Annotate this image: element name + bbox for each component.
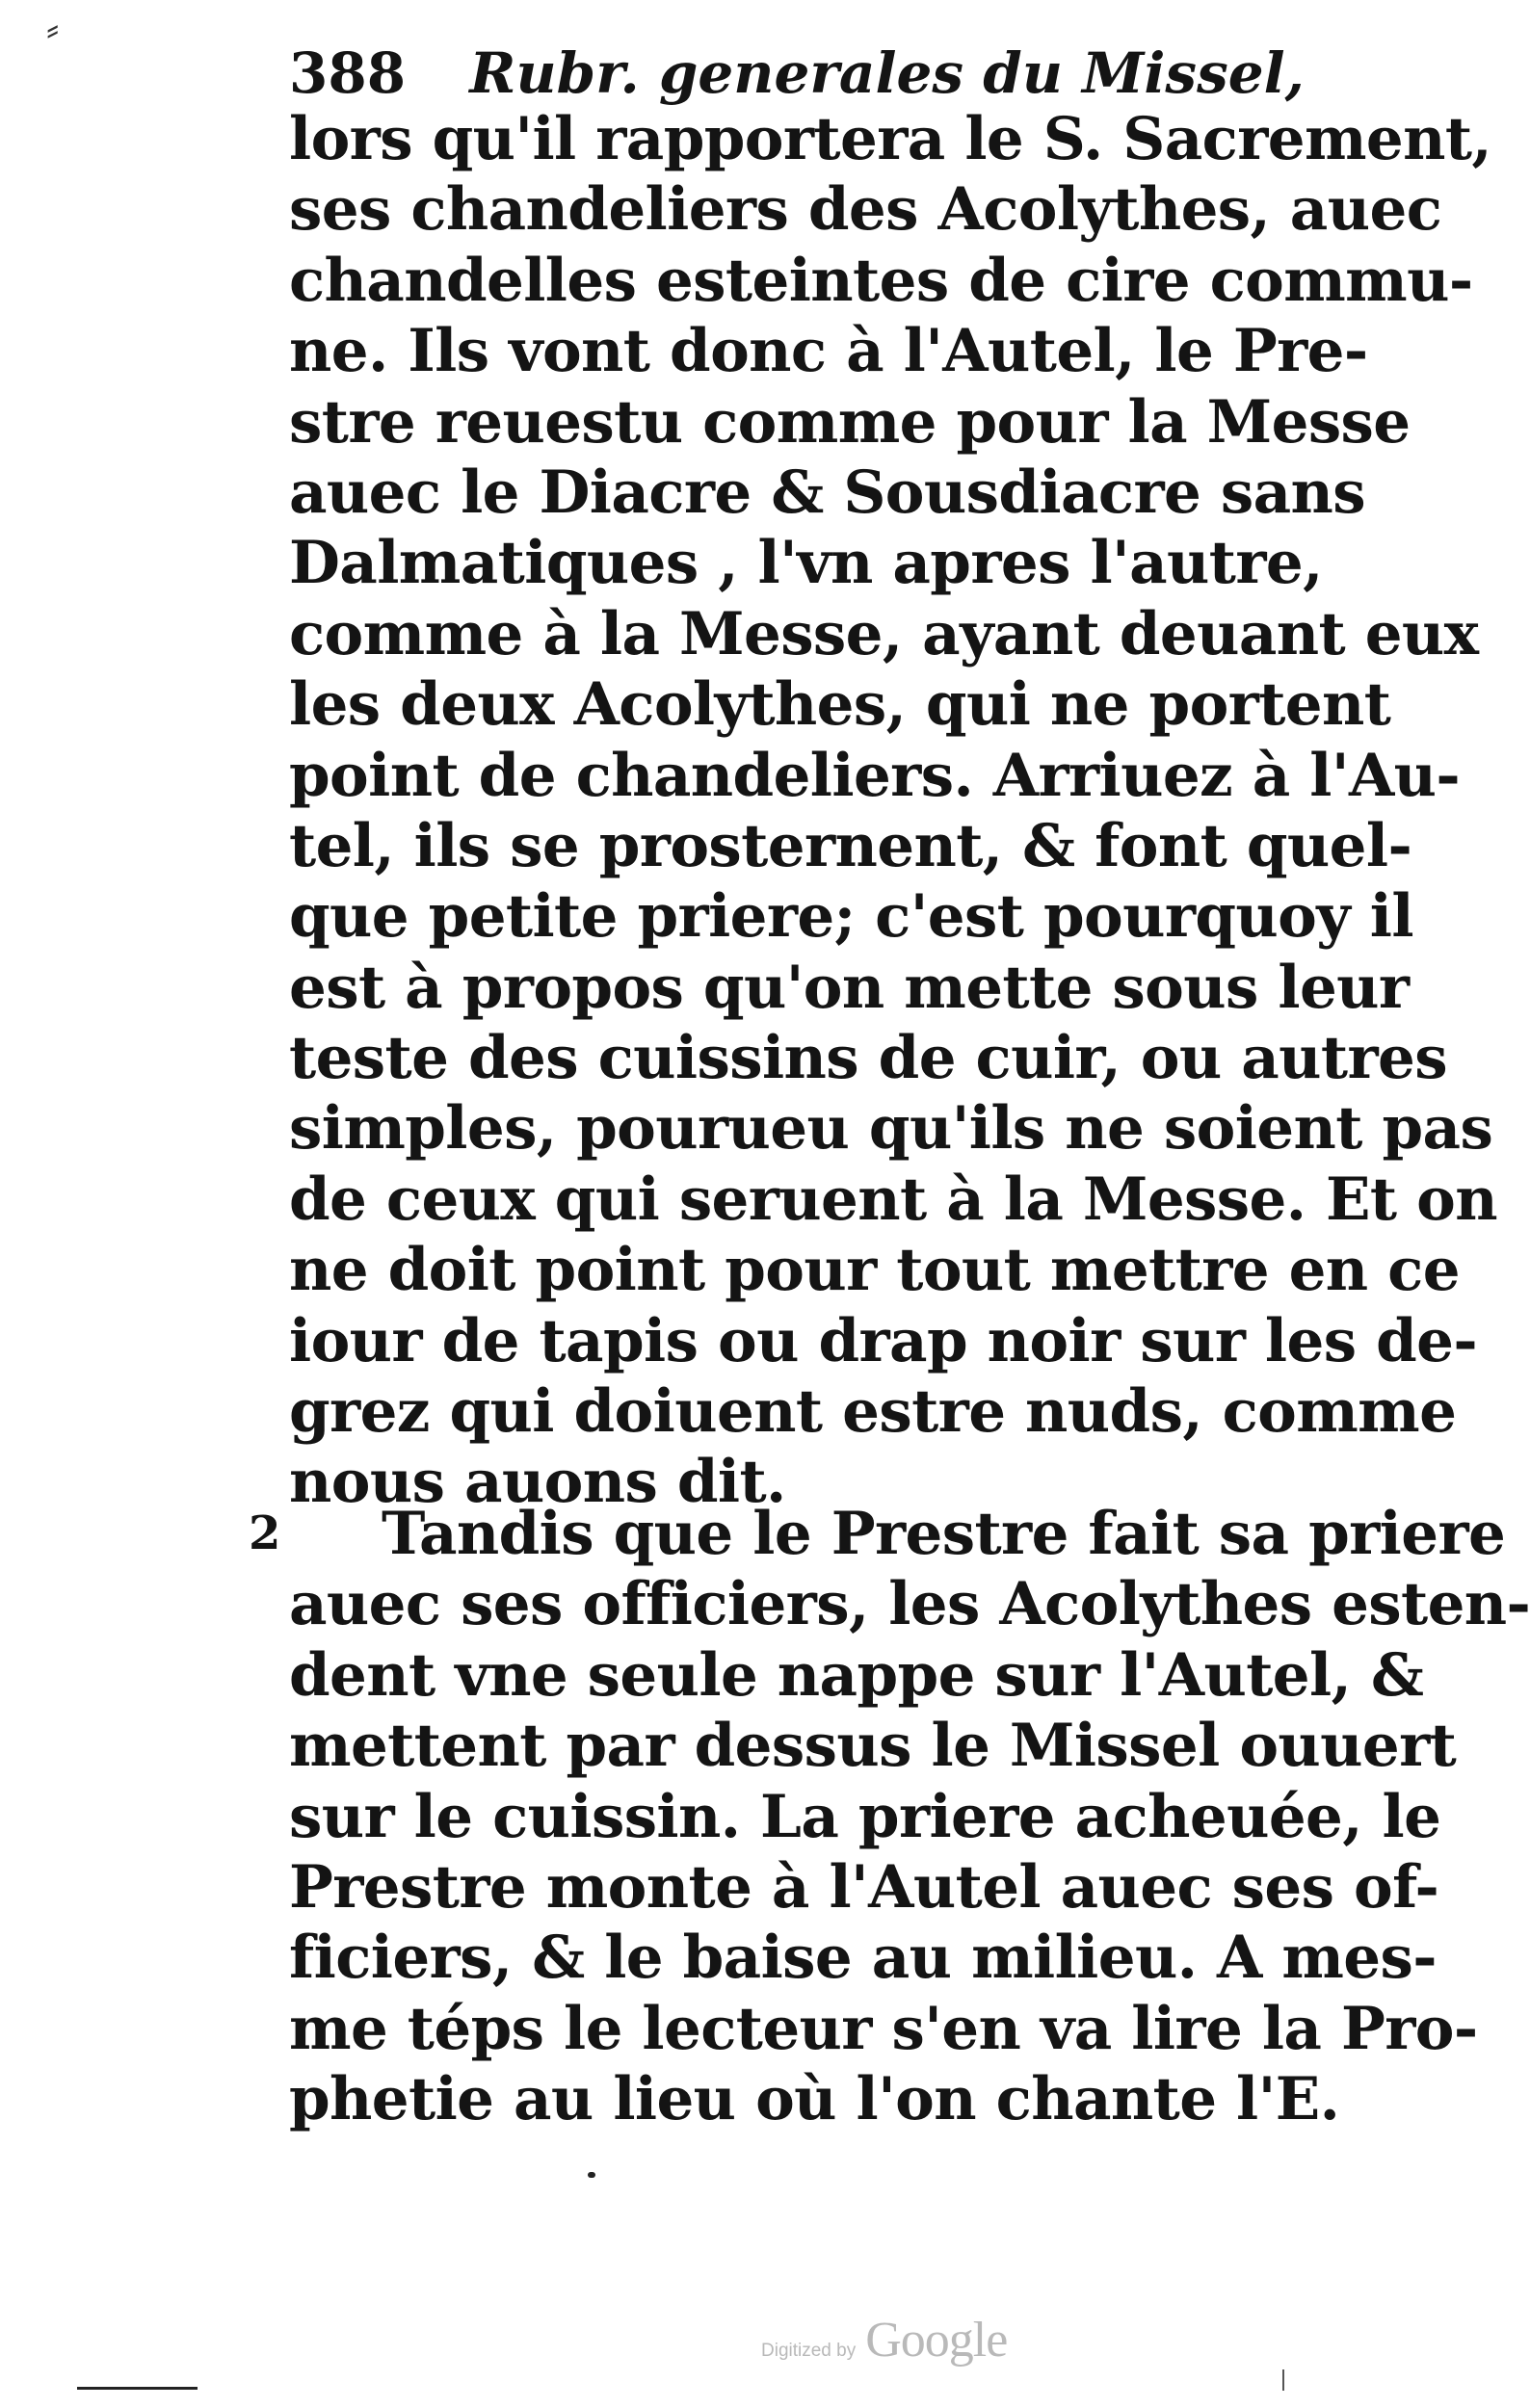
text-line: sur le cuissin. La priere acheuée, le (289, 1782, 1441, 1851)
corner-mark: ⸗ (46, 7, 60, 51)
text-line: lors qu'il rapportera le S. Sacrement, (289, 105, 1492, 173)
text-line: comme à la Messe, ayant deuant eux (289, 599, 1479, 668)
text-line: ficiers, & le baise au milieu. A mes- (289, 1924, 1437, 1993)
ink-speck (588, 2172, 595, 2178)
text-line: grez qui doiuent estre nuds, comme (289, 1377, 1457, 1447)
paragraph-2 (289, 1499, 1530, 2135)
text-line: Prestre monte à l'Autel auec ses of- (289, 1852, 1439, 1922)
text-line: dent vne seule nappe sur l'Autel, & (289, 1640, 1424, 1710)
digitized-watermark (761, 2312, 1007, 2369)
google-logo: Google (865, 2313, 1008, 2368)
text-line: de ceux qui seruent à la Messe. Et on (289, 1165, 1497, 1234)
text-line: me téps le lecteur s'en va lire la Pro- (289, 1994, 1478, 2063)
page-number: 388 (289, 40, 407, 106)
text-line: ne. Ils vont donc à l'Autel, le Pre- (289, 317, 1368, 386)
text-line: chandelles esteintes de cire commu- (289, 246, 1473, 315)
bottom-rule (77, 2387, 198, 2390)
text-line: nous auons dit. (289, 1448, 786, 1517)
text-line: tel, ils se prosternent, & font quel- (289, 811, 1412, 880)
edge-tick (1282, 2369, 1284, 2391)
text-line: les deux Acolythes, qui ne portent (289, 670, 1391, 740)
text-line: auec le Diacre & Sousdiacre sans (289, 458, 1365, 527)
text-line: ne doit point pour tout mettre en ce (289, 1236, 1460, 1305)
paragraph-1 (289, 104, 1497, 1518)
text-line: Tandis que le Prestre fait sa priere (382, 1500, 1506, 1568)
running-title: Rubr. generales du Missel, (469, 40, 1305, 106)
text-line: est à propos qu'on mette sous leur (289, 953, 1410, 1022)
watermark-prefix: Digitized by (761, 2341, 857, 2361)
paragraph-number: 2 (249, 1506, 281, 1560)
text-line: iour de tapis ou drap noir sur les de- (289, 1306, 1478, 1375)
text-line: que petite priere; c'est pourquoy il (289, 882, 1413, 952)
text-line: mettent par dessus le Missel ouuert (289, 1712, 1457, 1781)
text-line: point de chandeliers. Arriuez à l'Au- (289, 741, 1461, 810)
text-line: phetie au lieu où l'on chante l'E. (289, 2065, 1340, 2134)
text-line: Dalmatiques , l'vn apres l'autre, (289, 529, 1323, 598)
text-line: auec ses officiers, les Acolythes esten- (289, 1570, 1530, 1639)
text-line: simples, pourueu qu'ils ne soient pas (289, 1094, 1493, 1164)
text-line: teste des cuissins de cuir, ou autres (289, 1024, 1447, 1093)
text-line: ses chandeliers des Acolythes, auec (289, 175, 1442, 245)
text-line: stre reuestu comme pour la Messe (289, 387, 1411, 457)
